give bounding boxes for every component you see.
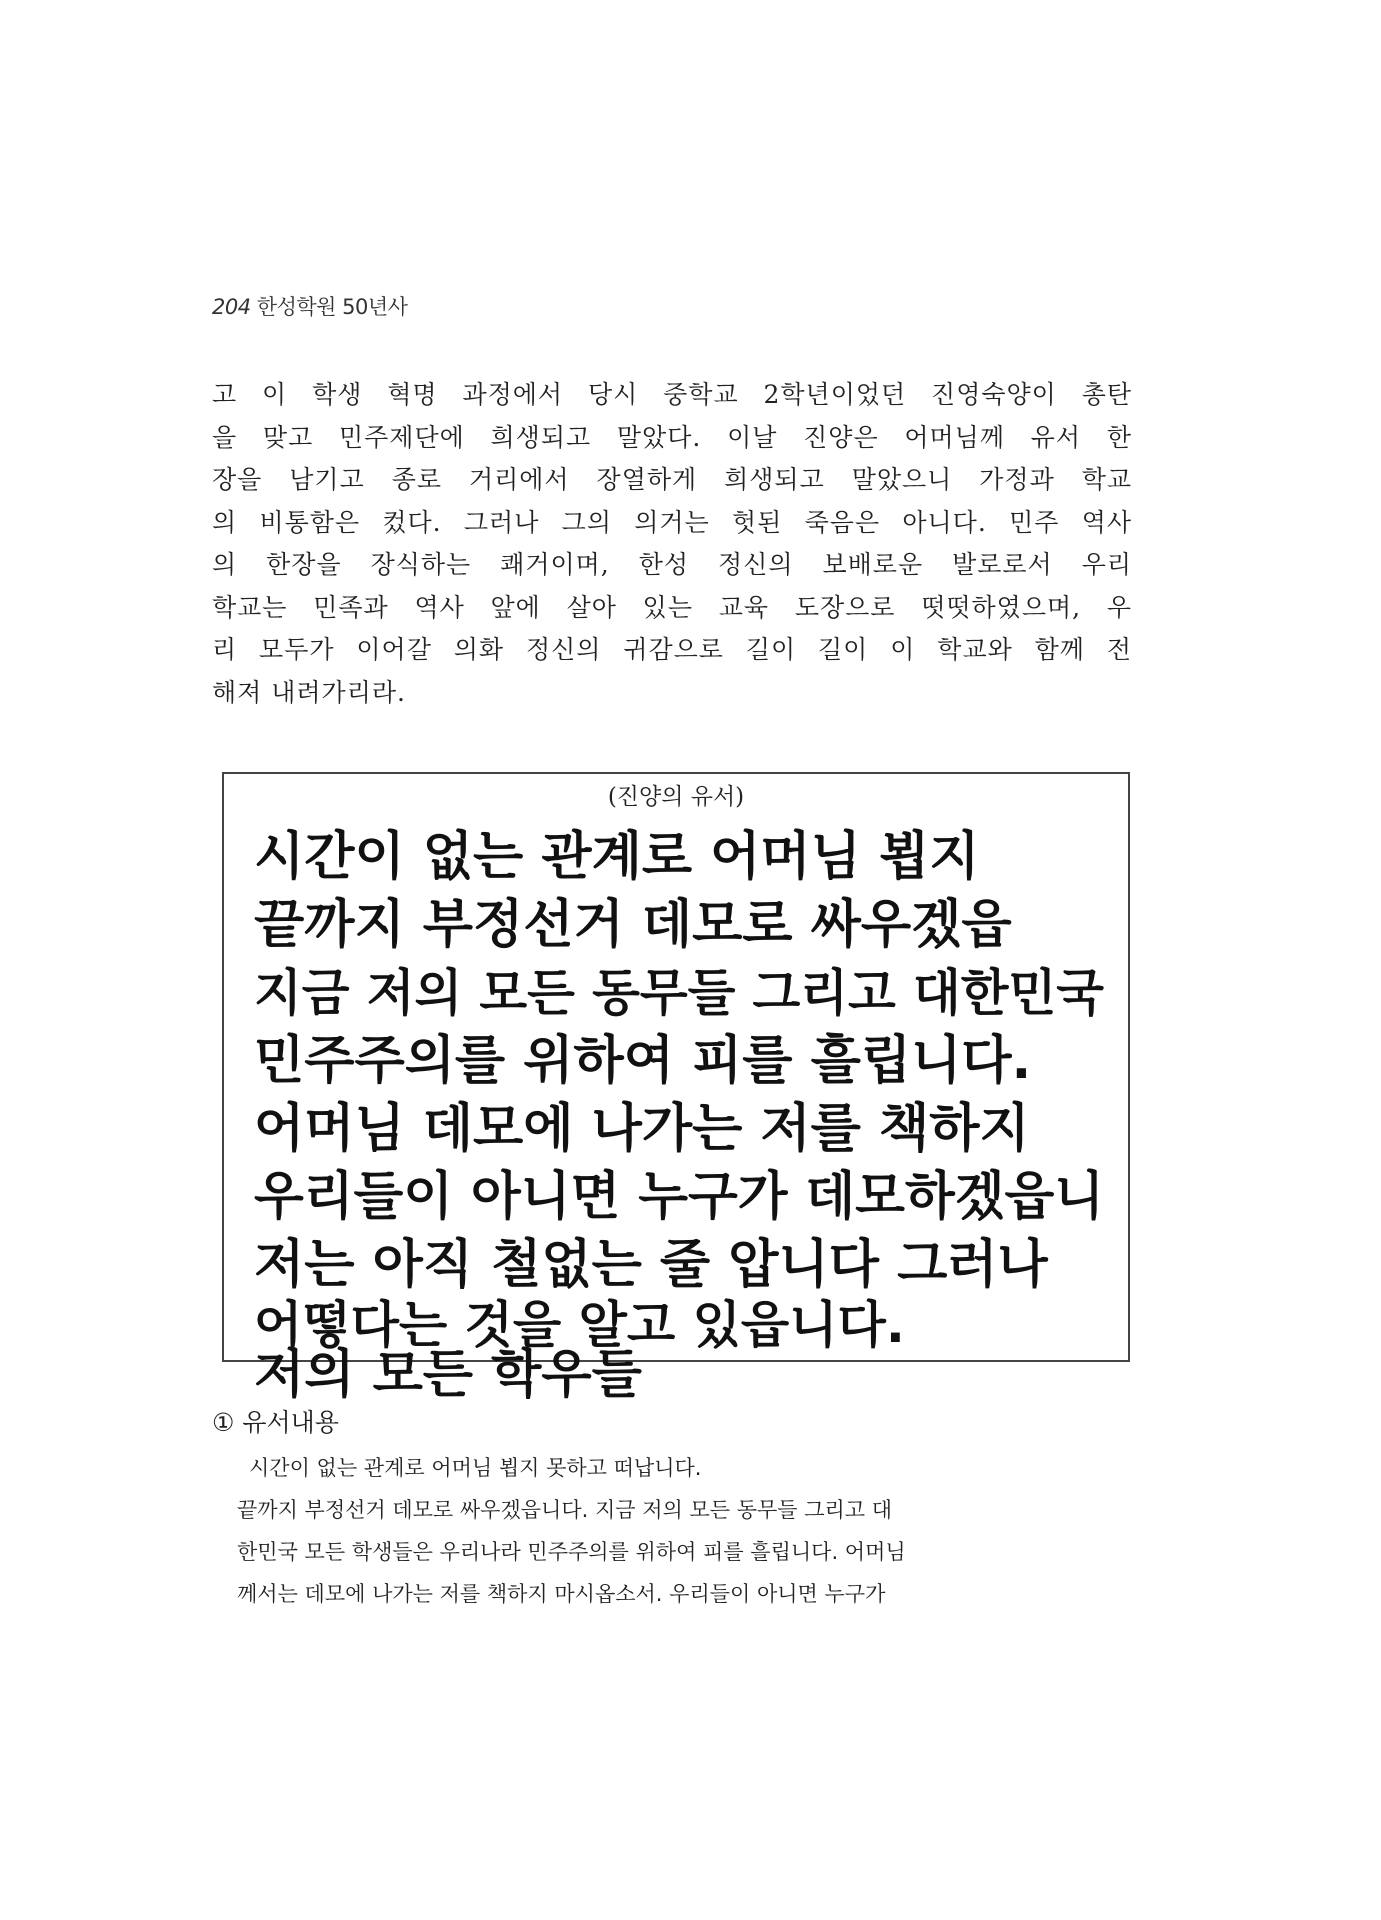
transcription-line: 한민국 모든 학생들은 우리나라 민주주의를 위하여 피를 흘립니다. 어머님 xyxy=(237,1540,906,1564)
body-line: 장을 남기고 종로 거리에서 장열하게 희생되고 말았으니 가정과 학교 xyxy=(212,465,1132,494)
handwritten-line: 어머님 데모에 나가는 저를 책하지 xyxy=(254,1099,1030,1159)
body-line: 의 비통함은 컸다. 그러나 그의 의거는 헛된 죽음은 아니다. 민주 역사 xyxy=(212,507,1132,537)
transcription xyxy=(237,1447,1132,1615)
handwritten-will-figure xyxy=(222,772,1130,1405)
transcription-line: 께서는 데모에 나가는 저를 책하지 마시옵소서. 우리들이 아니면 누구가 xyxy=(237,1582,886,1606)
handwritten-line: 끝까지 부정선거 데모로 싸우겠읍 xyxy=(254,895,1012,955)
transcription-line: 시간이 없는 관계로 어머님 뵙지 못하고 떠납니다. xyxy=(249,1456,702,1480)
body-line: 학교는 민족과 역사 앞에 살아 있는 교육 도장으로 떳떳하였으며, 우 xyxy=(212,592,1132,622)
body-line: 고 이 학생 혁명 과정에서 당시 중학교 2학년이었던 진영숙양이 총탄 xyxy=(212,380,1132,409)
handwriting-image xyxy=(224,774,1128,1405)
section-title: ① 유서내용 xyxy=(212,1408,339,1437)
page-header xyxy=(212,291,407,321)
handwritten-line: 저는 아직 철없는 줄 압니다 그러나 xyxy=(254,1235,1048,1295)
handwritten-line: 우리들이 아니면 누구가 데모하겠읍니 xyxy=(254,1167,1104,1227)
handwritten-line: 지금 저의 모든 동무들 그리고 대한민국 xyxy=(254,964,1105,1022)
body-line: 의 한장을 장식하는 쾌거이며, 한성 정신의 보배로운 발로로서 우리 xyxy=(212,550,1132,579)
book-title: 한성학원 50년사 xyxy=(256,295,408,319)
body-line: 리 모두가 이어갈 의화 정신의 귀감으로 길이 길이 이 학교와 함께 전 xyxy=(212,635,1132,664)
handwritten-line: 어떻다는 것을 알고 있읍니다. xyxy=(254,1296,905,1354)
page-number: 204 xyxy=(212,295,251,319)
handwritten-line: 시간이 없는 관계로 어머님 뵙지 xyxy=(254,827,980,887)
transcription-line: 끝까지 부정선거 데모로 싸우겠읍니다. 지금 저의 모든 동무들 그리고 대 xyxy=(237,1498,893,1522)
body-line: 을 맞고 민주제단에 희생되고 말았다. 이날 진양은 어머님께 유서 한 xyxy=(212,422,1132,452)
handwritten-line: 저의 모든 학우들 xyxy=(254,1345,642,1405)
body-line: 해져 내려가리라. xyxy=(212,677,406,707)
body-paragraph xyxy=(212,374,1132,714)
handwritten-line: 민주주의를 위하여 피를 흘립니다. xyxy=(254,1031,1032,1091)
figure-caption: (진양의 유서) xyxy=(607,784,745,810)
